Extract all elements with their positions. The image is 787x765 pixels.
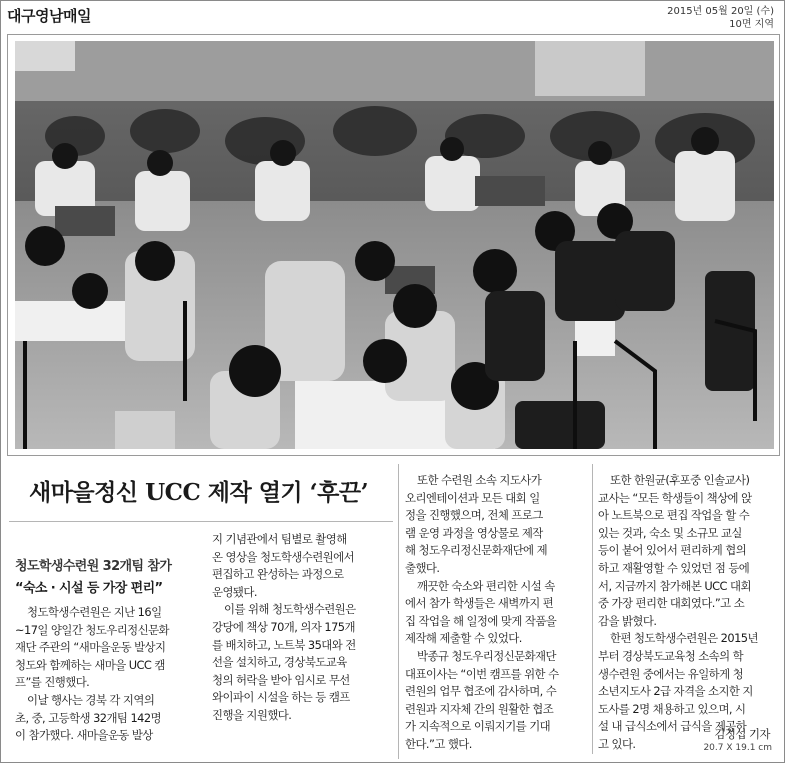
text-line: 생수련원 중에서는 유일하게 청 (598, 666, 744, 681)
text-line: 있는 것과, 숙소 및 소규모 교실 (598, 525, 742, 540)
text-line: 재단 주관의 “새마을운동 발상지 (15, 640, 166, 655)
newspaper-masthead: 대구영남매일 (7, 7, 91, 25)
article-column-4 (598, 472, 778, 754)
reporter-byline: 김정섭 기자 (714, 727, 770, 741)
text-line: ~17일 양일간 청도우리정신문화 (15, 622, 169, 637)
text-line: 서, 지금까지 참가해본 UCC 대회 (598, 578, 751, 593)
publication-date: 2015년 05월 20일 (수) (667, 6, 774, 17)
text-line: 프”를 진행했다. (15, 675, 90, 690)
text-line: 출했다. (405, 560, 440, 575)
text-line: 이날 행사는 경북 각 지역의 (27, 692, 155, 707)
text-line: 편집하고 완성하는 과정으로 (212, 567, 344, 582)
text-line: 초, 중, 고등학생 32개팀 142명 (15, 710, 161, 725)
text-line: 제작해 제출할 수 있었다. (405, 631, 522, 646)
text-line: 깨끗한 숙소와 편리한 시설 속 (417, 578, 555, 593)
text-line: 하고 재활영할 수 있었던 점 등에 (598, 560, 750, 575)
article-headline: 새마을정신 UCC 제작 열기 ‘후끈’ (29, 479, 369, 506)
text-line: 이 참가했다. 새마을운동 발상 (15, 728, 153, 743)
text-line: 아 노트북으로 편집 작업을 할 수 (598, 508, 750, 523)
text-line: 선을 설치하고, 경상북도교육 (212, 655, 347, 670)
text-line: 소년지도사 2급 자격을 소지한 지 (598, 684, 753, 699)
clipping-size: 20.7 X 19.1 cm (703, 743, 772, 753)
text-line: 박종규 청도우리정신문화재단 (417, 648, 556, 663)
article-column-1 (15, 604, 201, 745)
text-line: 청의 허락을 받아 임시로 무선 (212, 672, 350, 687)
text-line: 설 내 급식소에서 급식을 제공하 (598, 719, 747, 734)
text-line: 한다.”고 했다. (405, 736, 472, 751)
article-column-3 (405, 472, 589, 754)
text-line: 청도학생수련원은 지난 16일 (27, 605, 162, 619)
photo-students-laptops-auditorium (15, 41, 774, 449)
text-line: 운영됐다. (212, 584, 257, 599)
text-line: 등이 붙어 있어서 편리하게 협의 (598, 543, 747, 558)
text-line: 강당에 책상 70개, 의자 175개 (212, 619, 355, 634)
text-line: 대표이사는 “이번 캠프를 위한 수 (405, 666, 559, 681)
dateline (667, 5, 774, 31)
text-line: 감을 밝혔다. (598, 613, 657, 628)
text-line: 해 청도우리정신문화재단에 제 (405, 543, 548, 558)
headline-divider (9, 521, 393, 522)
text-line: 중 가장 편리한 대회였다.”고 소 (598, 596, 745, 611)
text-line: 오리엔테이션과 모든 대회 일 (405, 490, 540, 505)
text-line: 부터 경상북도교육청 소속의 학 (598, 648, 744, 663)
text-line: 온 영상을 청도학생수련원에서 (212, 549, 355, 564)
article-subhead (15, 556, 171, 600)
text-line: 진행을 지원했다. (212, 707, 292, 722)
text-line: 고 있다. (598, 736, 636, 751)
text-line: 램 운영 과정을 영상물로 제작 (405, 525, 543, 540)
article-photo (15, 41, 774, 449)
page-section: 10면 지역 (729, 19, 774, 30)
text-line: 련원의 업무 협조에 감사하며, 수 (405, 684, 557, 699)
text-line: 를 배치하고, 노트북 35대와 전 (212, 637, 356, 652)
text-line: 이를 위해 청도학생수련원은 (224, 602, 356, 617)
text-line: 가 지속적으로 이뤄지기를 기대 (405, 719, 551, 734)
subhead-line: “숙소 · 시설 등 가장 편리” (15, 581, 163, 596)
text-line: 청도와 함께하는 새마을 UCC 캠 (15, 657, 165, 672)
subhead-line: 청도학생수련원 32개팀 참가 (15, 559, 172, 574)
text-line: 집 작업을 해 일정에 맞게 작품을 (405, 613, 557, 628)
article-column-2 (212, 531, 396, 725)
text-line: 또한 수련원 소속 지도사가 (417, 473, 542, 487)
text-line: 에서 참가 학생들은 새벽까지 편 (405, 596, 554, 611)
text-line: 련원과 지자체 간의 원활한 협조 (405, 701, 554, 716)
text-line: 한편 청도학생수련원은 2015년 (610, 631, 758, 646)
column-divider (398, 464, 399, 759)
text-line: 정을 진행했으며, 전체 프로그 (405, 508, 543, 523)
text-line: 와이파이 시설을 하는 등 캠프 (212, 690, 350, 705)
text-line: 도사를 2명 채용하고 있으며, 시 (598, 701, 746, 716)
text-line: 지 기념관에서 팀별로 촬영해 (212, 532, 347, 546)
text-line: 교사는 “모든 학생들이 책상에 앉 (598, 490, 752, 505)
text-line: 또한 한원균(후포중 인솔교사) (610, 473, 750, 487)
column-divider (592, 464, 593, 754)
